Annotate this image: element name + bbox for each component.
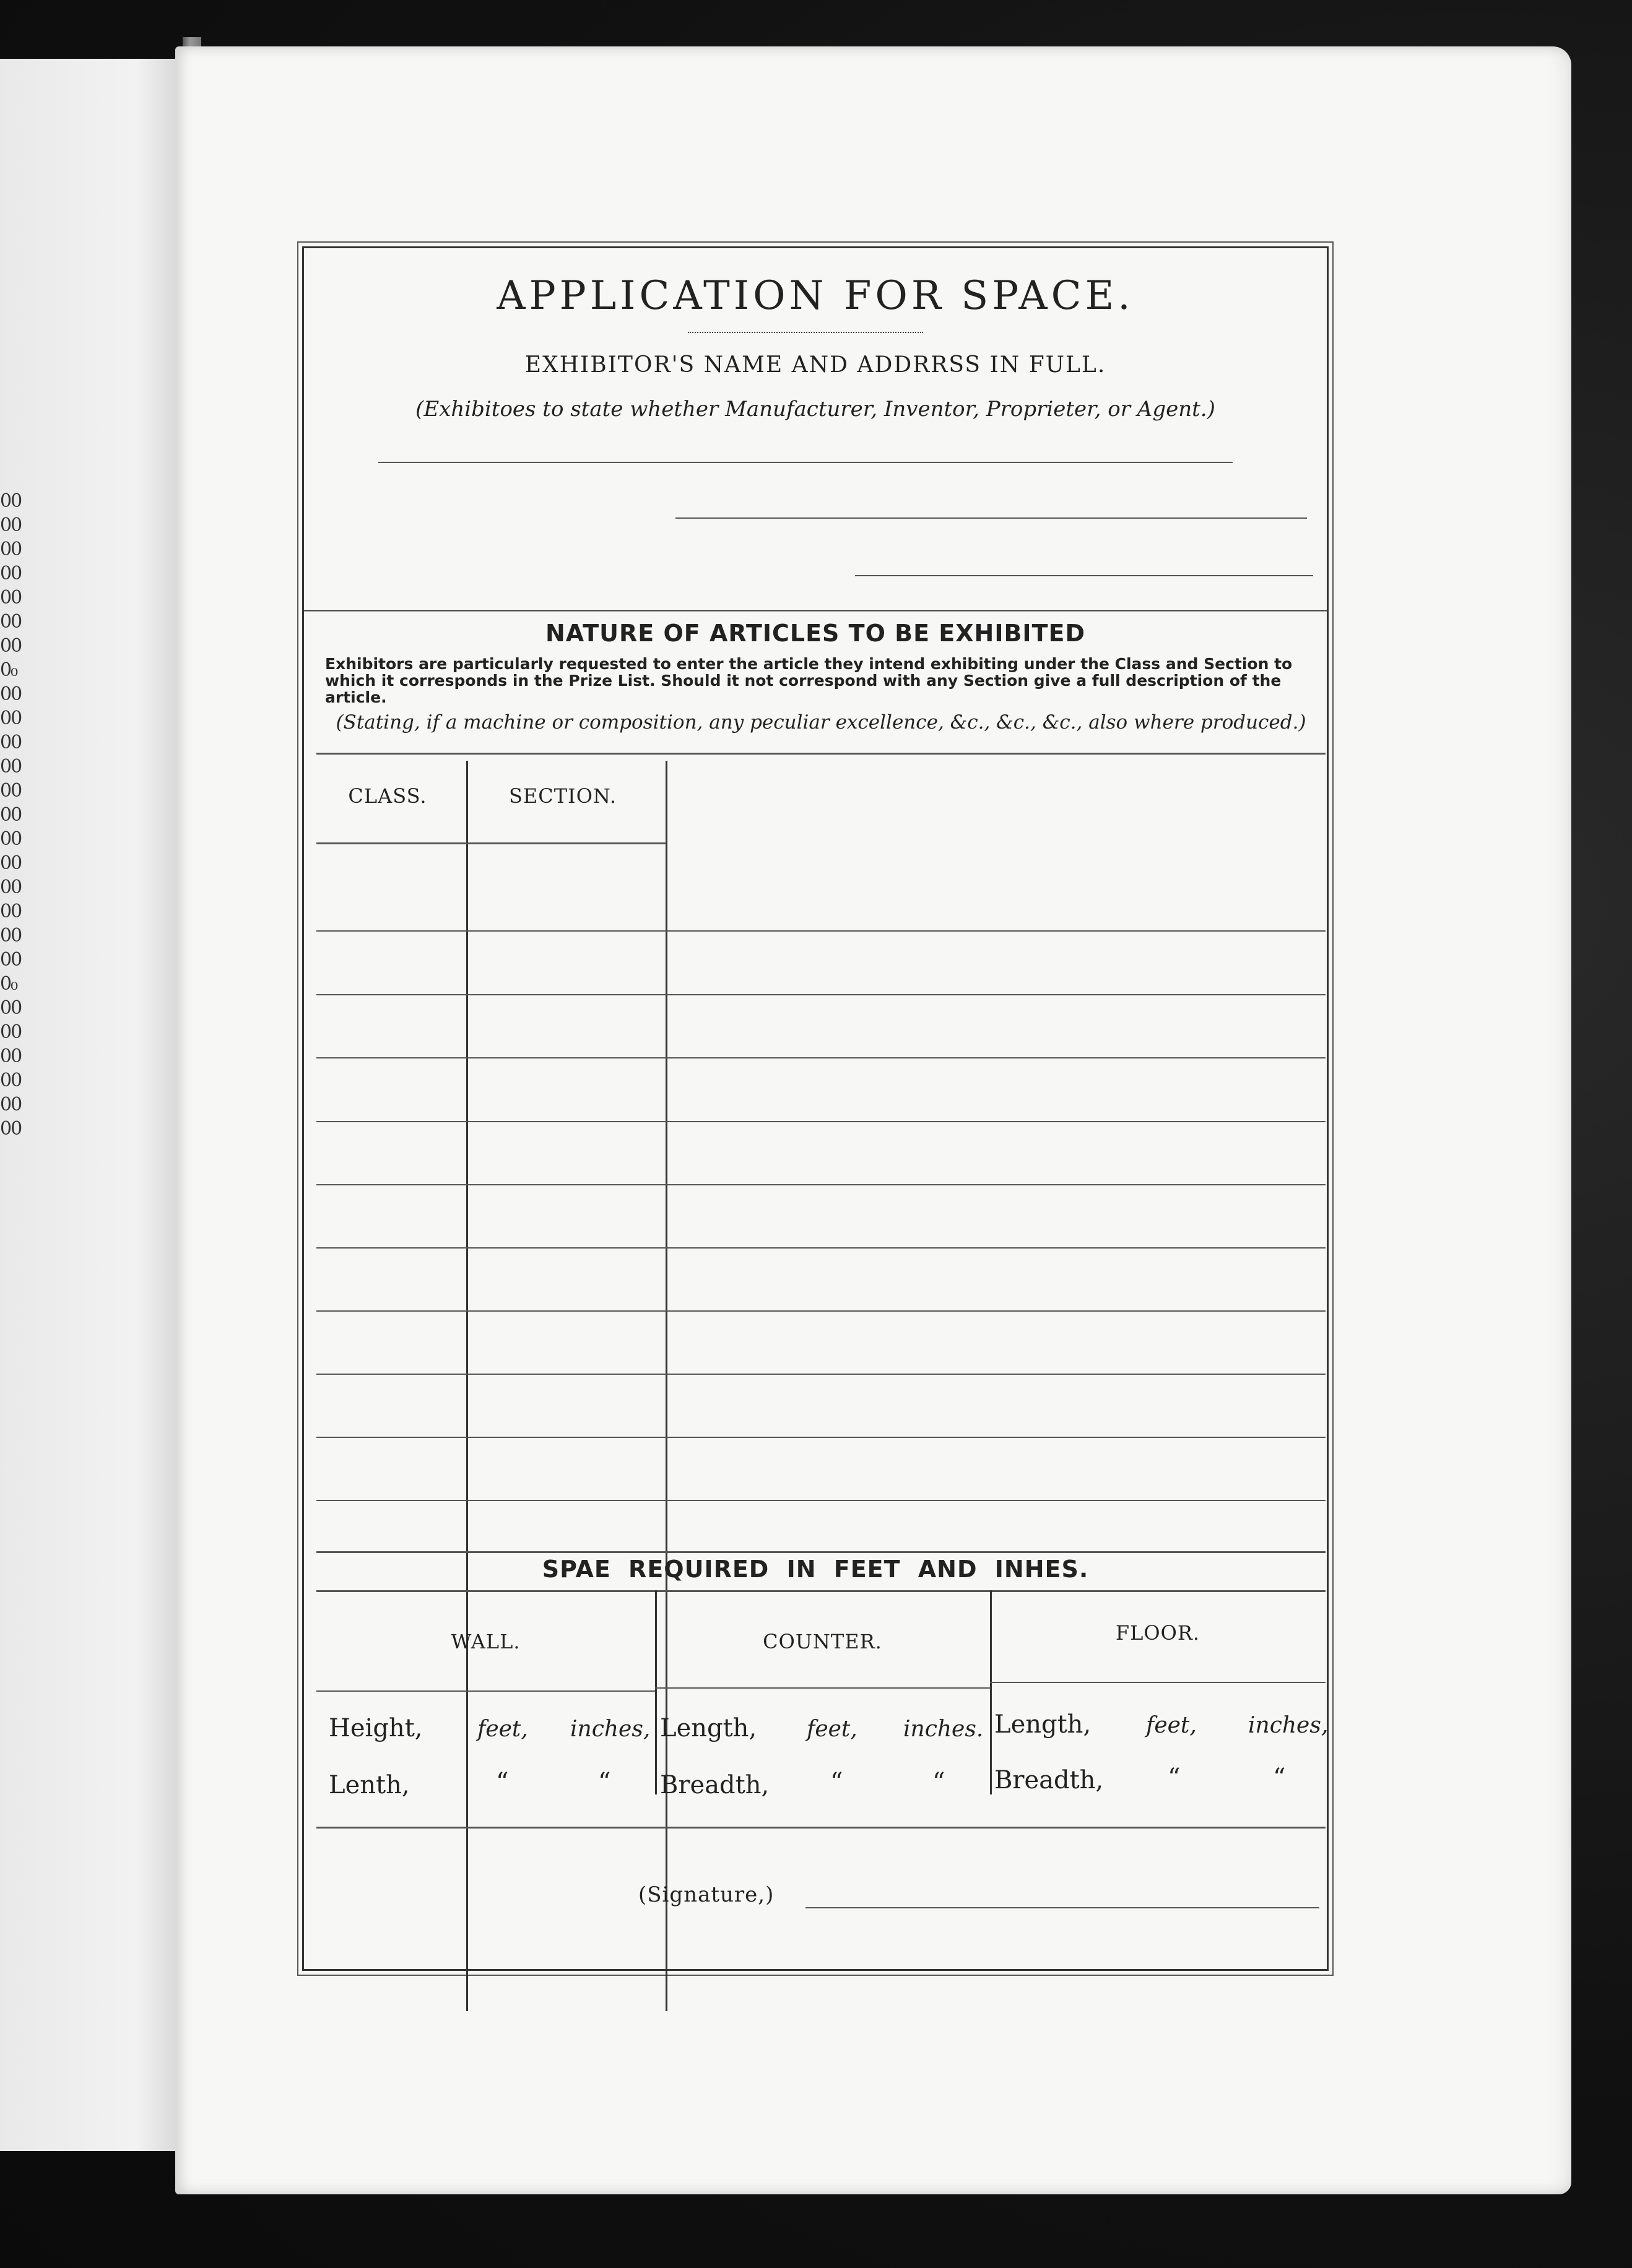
- left-page-number: 00: [0, 852, 22, 874]
- left-page-number: 00: [0, 925, 22, 946]
- counter-breadth-label: Breadth,: [660, 1771, 770, 1799]
- counter-length-label: Length,: [660, 1714, 757, 1742]
- table-row[interactable]: [316, 1057, 1326, 1058]
- counter-length-feet[interactable]: feet,: [807, 1716, 857, 1742]
- application-form: [302, 246, 1329, 1971]
- header-underline: [316, 842, 666, 844]
- exhibitor-name-heading: EXHIBITOR'S NAME AND ADDRRSS IN FULL.: [524, 352, 1106, 378]
- left-page-number: 00: [0, 683, 22, 705]
- floor-breadth-inches[interactable]: “: [1273, 1764, 1286, 1792]
- floor-length-label: Length,: [994, 1710, 1092, 1739]
- left-page-number: 00: [0, 828, 22, 850]
- counter-breadth-inches[interactable]: “: [932, 1768, 945, 1796]
- wall-length-inches[interactable]: “: [598, 1768, 611, 1796]
- articles-instructions: Exhibitors are particularly requested to enter the article they intend exhibiting under the Class and Section to which it corresponds in the Prize List. Should it not correspond with any Section give a full description of the article.: [325, 655, 1293, 706]
- left-page-number: 0₀: [0, 973, 17, 995]
- left-page-number: 00: [0, 949, 22, 971]
- left-page-number: 00: [0, 756, 22, 777]
- wall-header-rule: [316, 1690, 655, 1692]
- signature-line[interactable]: [805, 1907, 1319, 1908]
- left-page-number: 00: [0, 901, 22, 922]
- class-column-header: CLASS.: [348, 784, 427, 808]
- left-page-number: 00: [0, 708, 22, 729]
- left-page-number: 00: [0, 587, 22, 608]
- wall-length-feet[interactable]: “: [496, 1768, 509, 1796]
- wall-length-label: Lenth,: [329, 1771, 410, 1799]
- table-bottom-rule: [316, 1551, 1326, 1553]
- table-row[interactable]: [316, 1500, 1326, 1501]
- form-title: APPLICATION FOR SPACE.: [497, 273, 1134, 319]
- floor-breadth-label: Breadth,: [994, 1766, 1104, 1794]
- counter-breadth-feet[interactable]: “: [830, 1768, 843, 1796]
- space-heading: SPAE REQUIRED IN FEET AND INHES.: [542, 1556, 1089, 1583]
- left-page-number: 00: [0, 611, 22, 633]
- left-page-number: 00: [0, 635, 22, 657]
- signature-label: (Signature,): [638, 1882, 775, 1907]
- left-facing-page: [0, 59, 195, 2151]
- articles-stating-note: (Stating, if a machine or composition, any peculiar excellence, &c., &c., &c., also where produced.): [336, 711, 1306, 734]
- counter-length-inches[interactable]: inches.: [903, 1716, 984, 1742]
- section-description-divider: [666, 761, 667, 2011]
- table-row[interactable]: [316, 1437, 1326, 1438]
- name-line-1[interactable]: [378, 462, 1233, 463]
- left-page-number: 00: [0, 490, 22, 512]
- table-row[interactable]: [316, 994, 1326, 995]
- left-page-number: 00: [0, 1094, 22, 1115]
- left-page-number: 00: [0, 997, 22, 1019]
- left-page-number: 00: [0, 804, 22, 826]
- wall-label: WALL.: [451, 1630, 521, 1653]
- wall-height-label: Height,: [329, 1714, 423, 1742]
- floor-breadth-feet[interactable]: “: [1168, 1764, 1181, 1792]
- left-page-number: 00: [0, 732, 22, 753]
- table-row[interactable]: [316, 1121, 1326, 1122]
- articles-heading: NATURE OF ARTICLES TO BE EXHIBITED: [545, 620, 1085, 647]
- left-page-number: 00: [0, 1021, 22, 1043]
- floor-length-inches[interactable]: inches,: [1248, 1713, 1329, 1738]
- counter-label: COUNTER.: [763, 1630, 882, 1653]
- left-page-number: 00: [0, 876, 22, 898]
- exhibitor-type-note: (Exhibitoes to state whether Manufacturer, Inventor, Proprieter, or Agent.): [415, 397, 1215, 422]
- wall-height-feet[interactable]: feet,: [477, 1716, 528, 1742]
- section-column-header: SECTION.: [508, 784, 617, 808]
- floor-header-rule: [990, 1682, 1326, 1683]
- table-row[interactable]: [316, 1310, 1326, 1312]
- space-heading-rule: [316, 1590, 1326, 1592]
- title-rule: [688, 332, 923, 333]
- wall-counter-divider: [655, 1590, 657, 1794]
- left-page-number: 00: [0, 539, 22, 560]
- table-row[interactable]: [316, 1247, 1326, 1249]
- table-top-rule: [316, 753, 1326, 755]
- left-page-number: 00: [0, 1045, 22, 1067]
- section-divider-articles: [304, 610, 1327, 612]
- left-page-number: 00: [0, 1118, 22, 1140]
- table-row[interactable]: [316, 1374, 1326, 1375]
- floor-length-feet[interactable]: feet,: [1146, 1713, 1197, 1738]
- table-row[interactable]: [316, 930, 1326, 932]
- left-page-number: 0₀: [0, 659, 17, 681]
- left-page-number: 00: [0, 1070, 22, 1091]
- table-row[interactable]: [316, 1184, 1326, 1185]
- left-page-number: 00: [0, 563, 22, 584]
- name-line-2[interactable]: [675, 517, 1307, 519]
- class-section-divider: [466, 761, 468, 2011]
- left-page-number: 00: [0, 780, 22, 802]
- wall-height-inches[interactable]: inches,: [570, 1716, 651, 1742]
- floor-label: FLOOR.: [1115, 1621, 1200, 1645]
- name-line-3[interactable]: [855, 575, 1313, 576]
- counter-header-rule: [655, 1687, 990, 1689]
- left-page-number-column: [0, 489, 37, 1141]
- left-page-number: 00: [0, 514, 22, 536]
- space-bottom-rule: [316, 1827, 1326, 1829]
